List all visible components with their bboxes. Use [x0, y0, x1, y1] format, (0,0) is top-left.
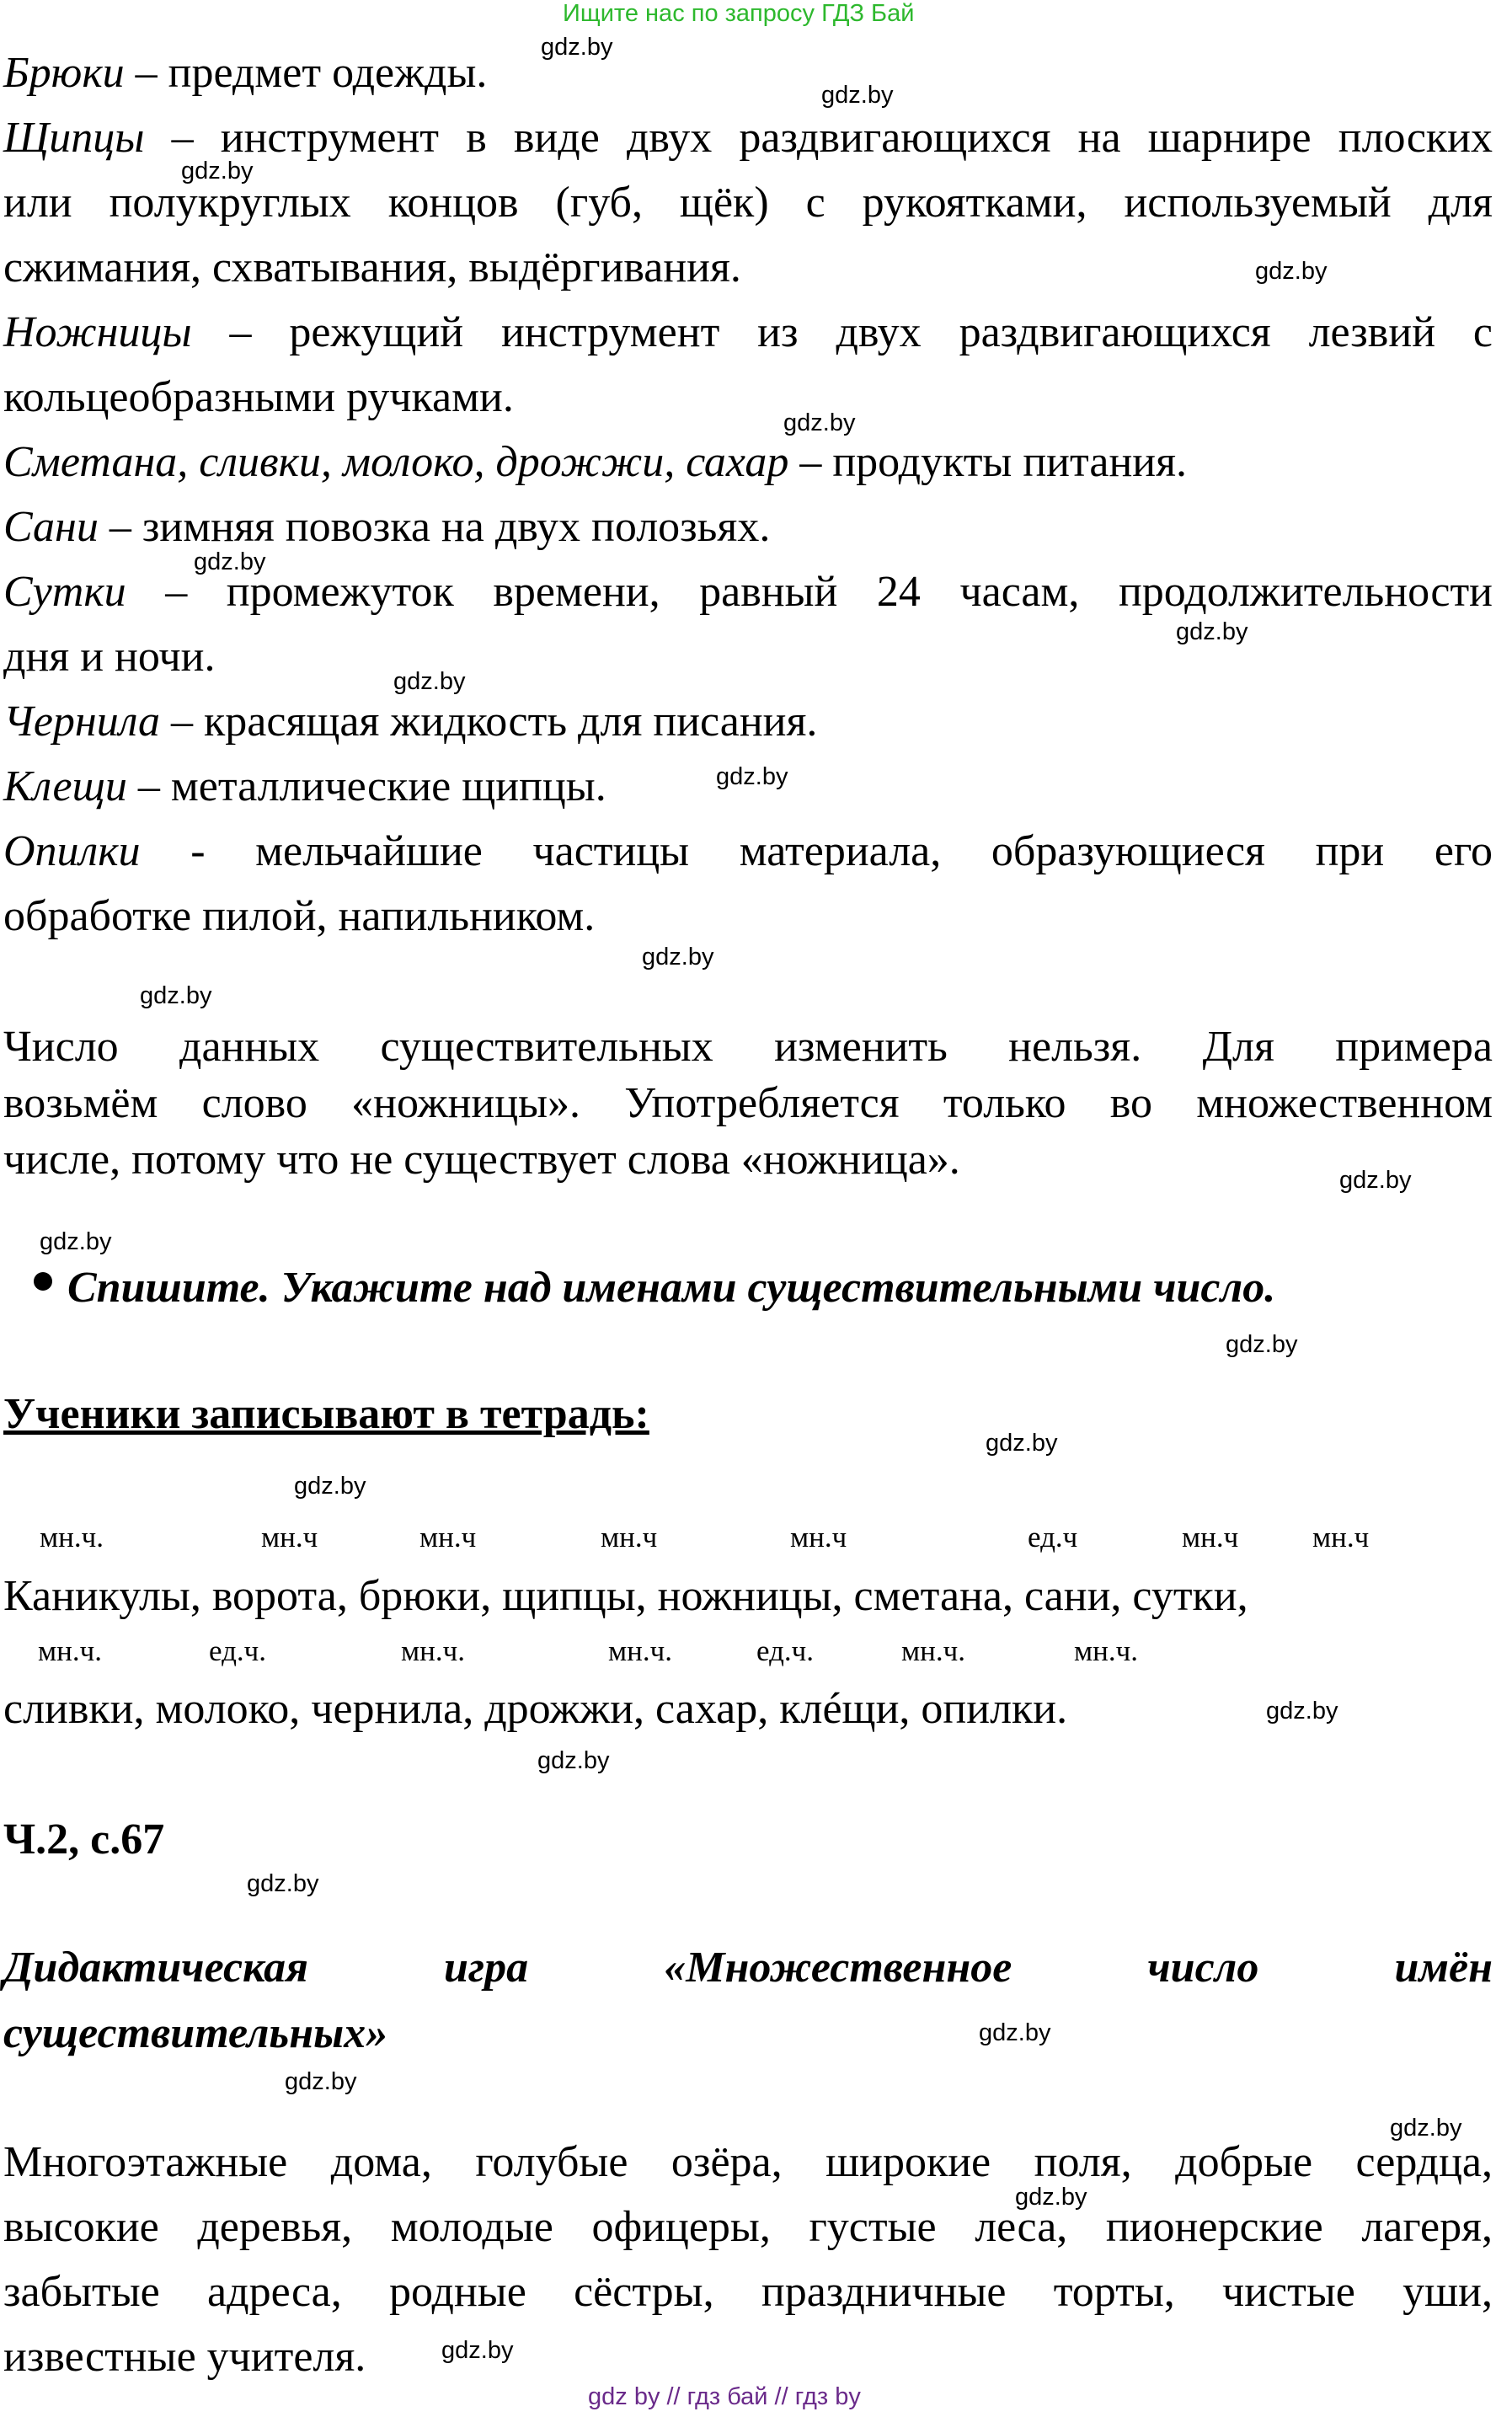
top-banner[interactable]: Ищите нас по запросу ГДЗ Бай [563, 0, 915, 27]
watermark: gdz.by [537, 1747, 610, 1774]
number-tag: мн.ч [1312, 1521, 1370, 1553]
footer-links[interactable]: gdz by // гдз бай // гдз by [588, 2383, 861, 2410]
number-tag: ед.ч. [756, 1634, 814, 1667]
watermark: gdz.by [194, 548, 266, 575]
definition-nozhnitsy-cont: кольцеобразными ручками. [3, 373, 514, 421]
game-line-1: Многоэтажные дома, голубые озёра, широкие поля, добрые сердца, [3, 2138, 1493, 2186]
watermark: gdz.by [1390, 2115, 1462, 2142]
definition-sutki: Сутки – промежуток времени, равный 24 часам, продолжительности [3, 568, 1493, 616]
watermark: gdz.by [441, 2337, 514, 2364]
students-heading: Ученики записывают в тетрадь: [3, 1390, 649, 1438]
watermark: gdz.by [1339, 1167, 1412, 1194]
section-heading: Ч.2, с.67 [3, 1815, 165, 1864]
definition-opilki: Опилки - мельчайшие частицы материала, образующиеся при его [3, 827, 1493, 875]
game-line-4: известные учителя. [3, 2333, 366, 2381]
watermark: gdz.by [1266, 1698, 1338, 1725]
watermark: gdz.by [986, 1430, 1058, 1457]
number-tag: мн.ч [601, 1521, 658, 1553]
number-tag: мн.ч [261, 1521, 318, 1553]
number-tag: мн.ч. [901, 1634, 965, 1667]
watermark: gdz.by [40, 1228, 112, 1255]
watermark: gdz.by [181, 158, 254, 184]
watermark: gdz.by [821, 82, 894, 109]
definition-briuki: Брюки – предмет одежды. [3, 49, 488, 97]
definition-products: Сметана, сливки, молоко, дрожжи, сахар – продукты питания. [3, 438, 1188, 486]
watermark: gdz.by [716, 763, 788, 790]
task-instruction: Спишите. Укажите над именами существительными число. [67, 1264, 1276, 1312]
watermark: gdz.by [247, 1870, 319, 1897]
game-line-2: высокие деревья, молодые офицеры, густые леса, пионерские лагеря, [3, 2203, 1493, 2251]
number-tag: ед.ч [1028, 1521, 1078, 1553]
explanation-line-1: Число данных существительных изменить нельзя. Для примера [3, 1023, 1493, 1071]
definition-chernila: Чернила – красящая жидкость для писания. [3, 698, 818, 746]
number-tag: мн.ч [790, 1521, 847, 1553]
bullet-icon [34, 1272, 52, 1291]
watermark: gdz.by [1255, 258, 1328, 285]
watermark: gdz.by [979, 2019, 1051, 2046]
nouns-row-1: Каникулы, ворота, брюки, щипцы, ножницы, сметана, сани, сутки, [3, 1572, 1248, 1620]
definition-sani: Сани – зимняя повозка на двух полозьях. [3, 503, 771, 551]
definition-opilki-cont: обработке пилой, напильником. [3, 892, 596, 940]
definition-kleshchi: Клещи – металлические щипцы. [3, 762, 606, 810]
watermark: gdz.by [541, 34, 613, 61]
definition-shchiptsy-cont-1: или полукруглых концов (губ, щёк) с рукоятками, используемый для [3, 179, 1493, 227]
definition-nozhnitsy: Ножницы – режущий инструмент из двух раздвигающихся лезвий с [3, 308, 1493, 356]
watermark: gdz.by [642, 944, 714, 971]
definition-shchiptsy-cont-2: сжимания, схватывания, выдёргивания. [3, 243, 741, 291]
watermark: gdz.by [783, 409, 856, 436]
watermark: gdz.by [1015, 2184, 1087, 2211]
game-title-line-2: существительных» [3, 2009, 388, 2057]
explanation-line-3: числе, потому что не существует слова «ножница». [3, 1136, 960, 1184]
game-line-3: забытые адреса, родные сёстры, праздничные торты, чистые уши, [3, 2268, 1493, 2316]
definition-sutki-cont: дня и ночи. [3, 633, 216, 681]
number-tag: мн.ч [1182, 1521, 1239, 1553]
number-tag: мн.ч [419, 1521, 477, 1553]
watermark: gdz.by [294, 1473, 366, 1500]
definition-shchiptsy: Щипцы – инструмент в виде двух раздвигающихся на шарнире плоских [3, 114, 1493, 162]
number-tag: ед.ч. [209, 1634, 266, 1667]
watermark: gdz.by [140, 982, 212, 1009]
number-tag: мн.ч. [608, 1634, 672, 1667]
number-tag: мн.ч. [40, 1521, 104, 1553]
watermark: gdz.by [1176, 618, 1248, 645]
watermark: gdz.by [1226, 1331, 1298, 1358]
number-tag: мн.ч. [1074, 1634, 1138, 1667]
number-tag: мн.ч. [38, 1634, 102, 1667]
game-title-line-1: Дидактическая игра «Множественное число имён [3, 1944, 1493, 1992]
watermark: gdz.by [285, 2068, 357, 2095]
watermark: gdz.by [393, 668, 466, 695]
explanation-line-2: возьмём слово «ножницы». Употребляется только во множественном [3, 1079, 1493, 1127]
number-tag: мн.ч. [401, 1634, 465, 1667]
nouns-row-2: сливки, молоко, чернила, дрожжи, сахар, клéщи, опилки. [3, 1685, 1068, 1733]
